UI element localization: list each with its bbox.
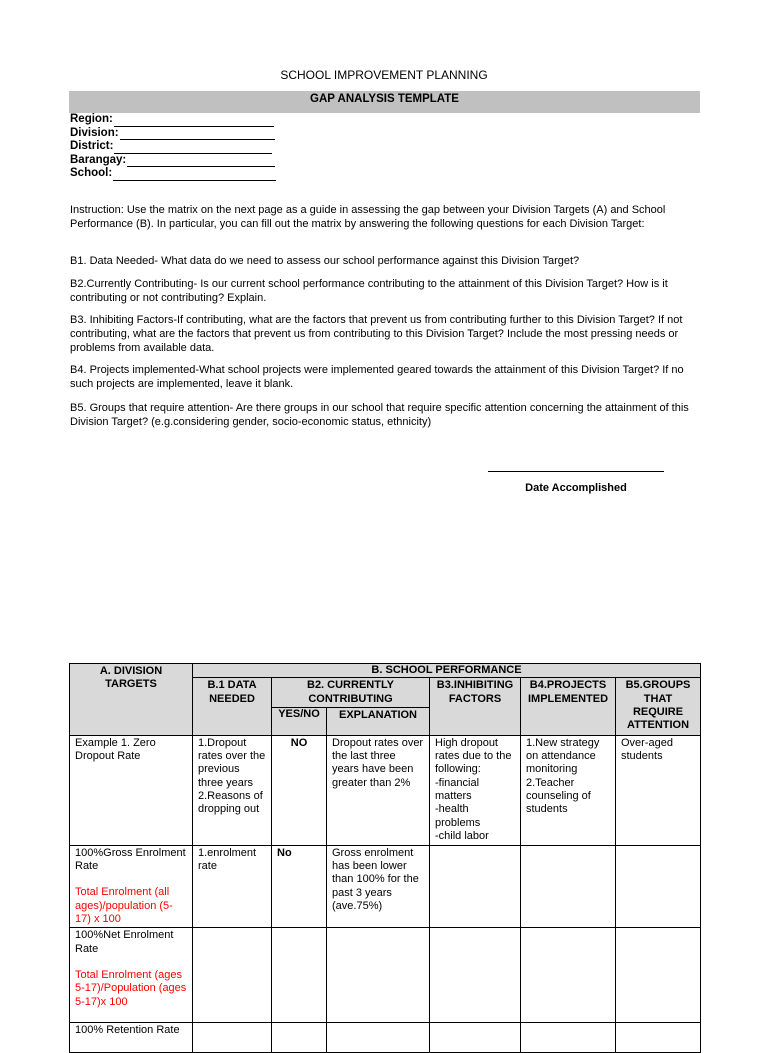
header-fields [70,113,276,181]
target-cell[interactable] [70,1023,193,1053]
header-division-targets: A. DIVISION TARGETS [70,664,193,736]
field-label: Region: [70,113,113,125]
instruction-intro: Instruction: Use the matrix on the next page as a guide in assessing the gap between your Division Targets (A) and School Performance (B). In particular, you can fill out the matrix by answering the following questions for each Division Target: [70,204,666,231]
field-blank[interactable] [127,155,275,167]
data-needed-cell[interactable]: 1.Dropout rates over the previous three years 2.Reasons of dropping out [193,735,272,845]
district-field[interactable] [70,140,276,154]
target-text: 100%Gross Enrolment Rate [75,846,186,873]
gap-analysis-table [69,663,701,1053]
table-row [70,1023,701,1053]
header-b1: B.1 DATA NEEDED [193,678,272,736]
barangay-field[interactable] [70,154,276,168]
header-b4: B4.PROJECTS IMPLEMENTED [521,678,616,736]
field-blank[interactable] [114,115,274,127]
target-text: Example 1. Zero Dropout Rate [75,736,156,763]
inhibiting-factors-cell[interactable] [430,845,521,927]
target-text: 100% Retention Rate [75,1024,180,1037]
instruction-b1: B1. Data Needed- What data do we need to assess our school performance against this Division Target? [70,255,580,267]
groups-cell[interactable]: Over-aged students [616,735,701,845]
target-text: 100%Net Enrolment Rate [75,929,174,955]
header-b5: B5.GROUPS THAT REQUIRE ATTENTION [616,678,701,736]
header-b2: B2. CURRENTLY CONTRIBUTING [272,678,430,708]
table-row [70,928,701,1023]
projects-cell[interactable] [521,845,616,927]
signature-line[interactable] [488,471,664,472]
field-label: District: [70,140,114,152]
explanation-cell[interactable] [327,1023,430,1053]
header-b3: B3.INHIBITING FACTORS [430,678,521,736]
target-formula: Total Enrolment (all ages)/population (5-17) x 100 [75,886,173,926]
inhibiting-factors-cell[interactable]: High dropout rates due to the following: -financial matters -health problems -child labor [430,735,521,845]
inhibiting-factors-cell[interactable] [430,928,521,1023]
target-cell[interactable] [70,928,193,1023]
data-needed-cell[interactable]: 1.enrolment rate [193,845,272,927]
yes-no-cell[interactable] [272,928,327,1023]
data-needed-cell[interactable] [193,1023,272,1053]
field-blank[interactable] [113,169,276,181]
document-title: SCHOOL IMPROVEMENT PLANNING [280,68,488,82]
inhibiting-factors-cell[interactable] [430,1023,521,1053]
header-b2-explanation: EXPLANATION [327,707,430,735]
target-cell[interactable] [70,845,193,927]
instruction-b5: B5. Groups that require attention- Are there groups in our school that require specific attention concerning the attainment of this Division Target? (e.g.considering gender, socio-economic status, ethnicity) [70,402,689,429]
projects-cell[interactable] [521,928,616,1023]
yes-no-cell[interactable]: NO [272,735,327,845]
data-needed-cell[interactable] [193,928,272,1023]
field-label: Barangay: [70,153,127,166]
instruction-b2: B2.Currently Contributing- Is our current school performance contributing to the attainment of this Division Target? How is it contributing or not contributing? Explain. [70,278,668,305]
division-field[interactable] [70,127,276,141]
instruction-b3: B3. Inhibiting Factors-If contributing, what are the factors that prevent us from contributing further to this Division Target? If not contributing, what are the factors that prevent us from contributing to this Division Target? Include the most pressing needs or problems from available data. [70,314,683,355]
field-blank[interactable] [114,142,272,154]
target-formula: Total Enrolment (ages 5-17)/Population (ages 5-17)x 100 [75,968,187,1008]
explanation-cell[interactable]: Gross enrolment has been lower than 100% for the past 3 years (ave.75%) [327,845,430,927]
region-field[interactable] [70,113,276,127]
groups-cell[interactable] [616,845,701,927]
header-school-performance: B. SCHOOL PERFORMANCE [193,664,701,678]
table-row [70,735,701,845]
groups-cell[interactable] [616,1023,701,1053]
yes-no-cell[interactable] [272,1023,327,1053]
header-row-1 [70,664,701,678]
explanation-cell[interactable] [327,928,430,1023]
groups-cell[interactable] [616,928,701,1023]
school-field[interactable] [70,167,276,181]
field-label: School: [70,167,113,179]
header-b2-yesno: YES/NO [272,707,327,735]
explanation-cell[interactable]: Dropout rates over the last three years have been greater than 2% [327,735,430,845]
field-label: Division: [70,126,119,139]
date-accomplished-label: Date Accomplished [525,482,627,494]
table-row [70,845,701,927]
yes-no-cell[interactable]: No [272,845,327,927]
template-banner [69,91,700,113]
template-title: GAP ANALYSIS TEMPLATE [310,93,459,105]
target-cell[interactable] [70,735,193,845]
projects-cell[interactable]: 1.New strategy on attendance monitoring 2.Teacher counseling of students [521,735,616,845]
instruction-b4: B4. Projects implemented-What school projects were implemented geared towards the attainment of this Division Target? If no such projects are implemented, leave it blank. [70,364,684,391]
field-blank[interactable] [120,128,275,140]
projects-cell[interactable] [521,1023,616,1053]
